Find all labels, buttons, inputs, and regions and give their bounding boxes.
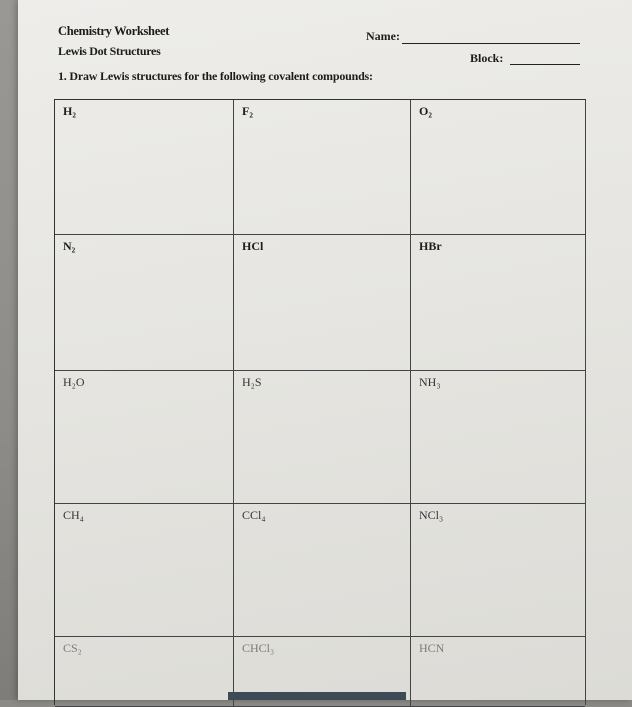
compound-cell[interactable] (234, 371, 411, 504)
name-field-line[interactable] (402, 43, 580, 44)
compound-grid (54, 99, 586, 705)
block-label: Block: (470, 51, 504, 65)
compound-cell[interactable] (55, 637, 234, 707)
compound-label: CH₄ (63, 508, 84, 522)
compound-cell[interactable] (234, 100, 411, 235)
compound-label: CCl₄ (242, 508, 266, 522)
compound-cell[interactable] (411, 100, 585, 235)
compound-cell[interactable] (411, 371, 585, 504)
compound-cell[interactable] (55, 235, 234, 371)
compound-label: N₂ (63, 239, 76, 253)
compound-cell[interactable] (411, 235, 585, 371)
name-label: Name: (366, 29, 400, 43)
compound-cell[interactable] (55, 100, 234, 235)
device-edge (228, 692, 406, 700)
compound-label: H₂O (63, 375, 85, 389)
compound-cell[interactable] (411, 637, 585, 707)
block-field-line[interactable] (510, 64, 580, 65)
compound-label: H₂S (242, 375, 262, 389)
worksheet-subtitle: Lewis Dot Structures (58, 44, 161, 58)
compound-cell[interactable] (234, 235, 411, 371)
compound-label: HBr (419, 239, 442, 253)
compound-label: O₂ (419, 104, 432, 118)
compound-cell[interactable] (55, 504, 234, 637)
compound-label: HCN (419, 641, 445, 655)
compound-label: CS₂ (63, 641, 82, 655)
compound-label: HCl (242, 239, 264, 253)
compound-label: NCl₃ (419, 508, 444, 522)
compound-cell[interactable] (55, 371, 234, 504)
compound-label: H₂ (63, 104, 76, 118)
compound-label: NH₃ (419, 375, 441, 389)
compound-label: F₂ (242, 104, 253, 118)
worksheet-title: Chemistry Worksheet (58, 24, 170, 38)
compound-label: CHCl₃ (242, 641, 275, 655)
compound-cell[interactable] (411, 504, 585, 637)
instruction-text: 1. Draw Lewis structures for the following covalent compounds: (58, 69, 373, 83)
compound-cell[interactable] (234, 504, 411, 637)
